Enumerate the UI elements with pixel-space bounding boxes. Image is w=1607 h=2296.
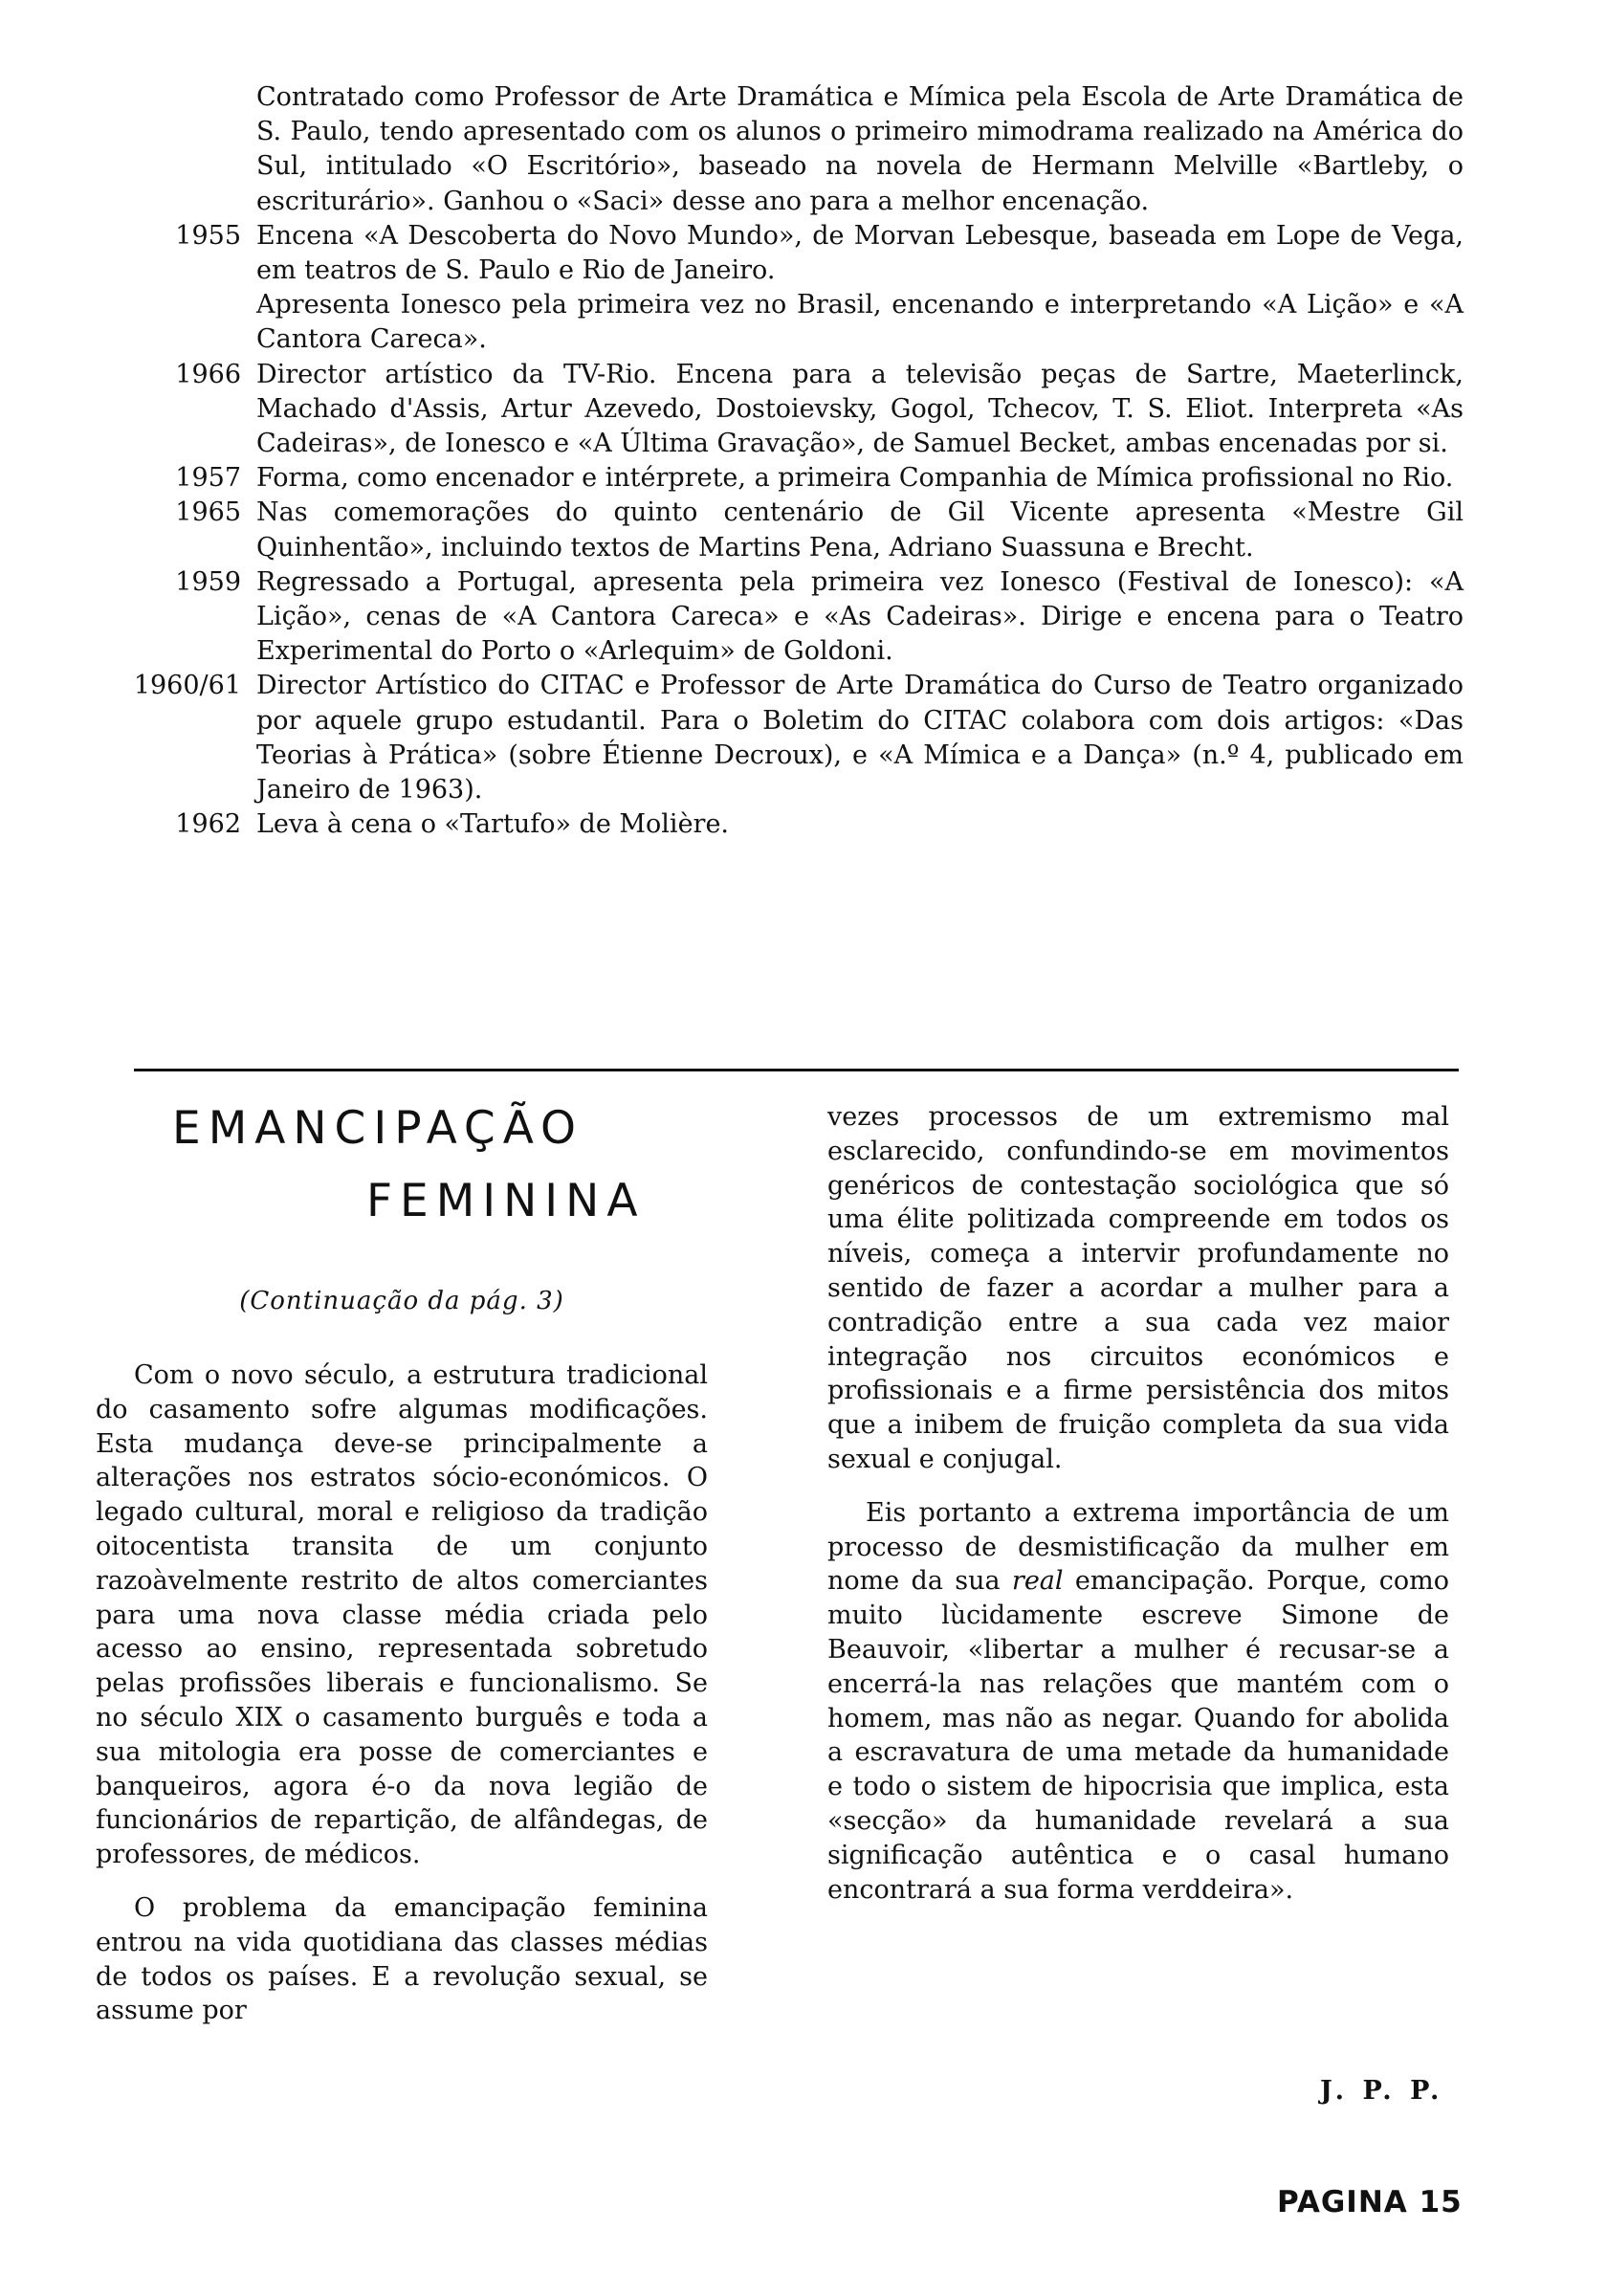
entry-line: Apresenta Ionesco pela primeira vez no Brasil, encenando e interpretando «A Lição» e «A Cantora Careca». — [256, 290, 1464, 355]
chronology-entry — [124, 461, 1464, 496]
entry-line: Forma, como encenador e intérprete, a primeira Companhia de Mímica profissional no Rio. — [256, 463, 1454, 494]
entry-line: Director artístico da TV-Rio. Encena para a televisão peças de Sartre, Maeterlinck, Machado d'Assis, Artur Azevedo, Dostoievsky, Gogol, Tchecov, T. S. Eliot. Interpreta «As Cadeiras», de Ionesco e «A Última Gravação», de Samuel Becket, ambas encenadas por si. — [256, 359, 1464, 459]
chronology-entry — [124, 496, 1464, 564]
entry-line: Leva à cena o «Tartufo» de Molière. — [256, 809, 730, 840]
entry-year: 1965 — [175, 497, 241, 528]
entry-year: 1959 — [175, 566, 241, 597]
chronology-list — [124, 80, 1464, 842]
article-paragraph: Com o novo século, a estrutura tradicional do casamento sofre algumas modificações. Esta mudança deve-se principalmente a alterações nos estratos sócio-económicos. O legado cultural, moral e religioso da tradição oitocentista transita de um conjunto razoàvelmente restrito de altos comerciantes para uma nova classe média criada pelo acesso ao ensino, representada sobretudo pelas profissões liberais e funcionalismo. Se no século XIX o casamento burguês e toda a sua mitologia era posse de comerciantes e banqueiros, agora é-o da nova legião de funcionários de repartição, de alfândegas, de professores, de médicos. — [96, 1360, 708, 1870]
entry-text — [256, 219, 1464, 358]
section-divider — [134, 1069, 1459, 1071]
chronology-entry — [124, 565, 1464, 670]
entry-line: Encena «A Descoberta do Novo Mundo», de Morvan Lebesque, baseada em Lope de Vega, em teatros de S. Paulo e Rio de Janeiro. — [256, 220, 1464, 286]
entry-text — [256, 80, 1464, 219]
entry-year: 1960/61 — [133, 671, 241, 701]
entry-year: 1955 — [175, 220, 241, 251]
entry-text — [256, 669, 1464, 807]
emphasized-word: real — [1011, 1566, 1064, 1597]
article-paragraph: O problema da emancipação feminina entrou na vida quotidiana das classes médias de todos os países. E a revolução sexual, se assume por — [96, 1892, 708, 2026]
article-column-left — [96, 1358, 708, 2028]
chronology-entry — [124, 219, 1464, 358]
entry-line: Nas comemorações do quinto centenário de Gil Vicente apresenta «Mestre Gil Quinhentão», incluindo textos de Martins Pena, Adriano Suassuna e Brecht. — [256, 497, 1464, 563]
page-number: PAGINA 15 — [1277, 2185, 1463, 2219]
entry-line: Director Artístico do CITAC e Professor de Arte Dramática do Curso de Teatro organizado por aquele grupo estudantil. Para o Boletim do CITAC colabora com dois artigos: «Das Teorias à Prática» (sobre Étienne Decroux), e «A Mímica e a Dança» (n.º 4, publicado em Janeiro de 1963). — [256, 671, 1464, 806]
article-paragraph: vezes processos de um extremismo mal esclarecido, confundindo-se em movimentos genéricos de contestação sociológica que só uma élite politizada compreende em todos os níveis, começa a intervir profundamente no sentido de fazer a acordar a mulher para a contradição entre a sua cada vez maior integração nos circuitos económicos e profissionais e a firme persistência dos mitos que a inibem de fruição completa da sua vida sexual e conjugal. — [827, 1102, 1449, 1474]
chronology-entry — [124, 358, 1464, 462]
entry-text — [256, 565, 1464, 670]
entry-year: 1957 — [175, 463, 241, 494]
paragraph-text: emancipação. Porque, como muito lùcidamente escreve Simone de Beauvoir, «libertar a mulher é recusar-se a encerrá-la nas relações que mantém com o homem, mas não as negar. Quando for abolida a escravatura de uma metade da humanidade e todo o sistem de hipocrisia que implica, esta «secção» da humanidade revelará a sua significação autêntica e o casal humano encontrará a sua forma verddeira». — [827, 1566, 1449, 1905]
entry-year: 1962 — [175, 809, 241, 840]
entry-text — [256, 807, 1464, 842]
article-title-line-1: EMANCIPAÇÃO — [172, 1102, 584, 1155]
entry-text — [256, 358, 1464, 462]
paragraph-text: Eis portanto a extrema importância de um processo de desmistificação da mulher em nome da sua — [827, 1497, 1449, 1597]
entry-year: 1966 — [175, 359, 241, 389]
article-title-line-2: FEMININA — [366, 1175, 646, 1227]
continuation-note: (Continuação da pág. 3) — [239, 1287, 564, 1315]
article-paragraph — [827, 1496, 1449, 1908]
chronology-entry — [124, 80, 1464, 219]
author-signature: J. P. P. — [1320, 2076, 1444, 2106]
article-column-right — [827, 1100, 1449, 1907]
entry-line: Contratado como Professor de Arte Dramática e Mímica pela Escola de Arte Dramática de S. Paulo, tendo apresentado com os alunos o primeiro mimodrama realizado na América do Sul, intitulado «O Escritório», baseado na novela de Hermann Melville «Bartleby, o escriturário». Ganhou o «Saci» desse ano para a melhor encenação. — [256, 82, 1464, 216]
entry-text — [256, 496, 1464, 564]
entry-text — [256, 461, 1464, 496]
chronology-entry — [124, 669, 1464, 807]
entry-line: Regressado a Portugal, apresenta pela primeira vez Ionesco (Festival de Ionesco): «A Lição», cenas de «A Cantora Careca» e «As Cadeiras». Dirige e encena para o Teatro Experimental do Porto o «Arlequim» de Goldoni. — [256, 566, 1464, 667]
chronology-entry — [124, 807, 1464, 842]
